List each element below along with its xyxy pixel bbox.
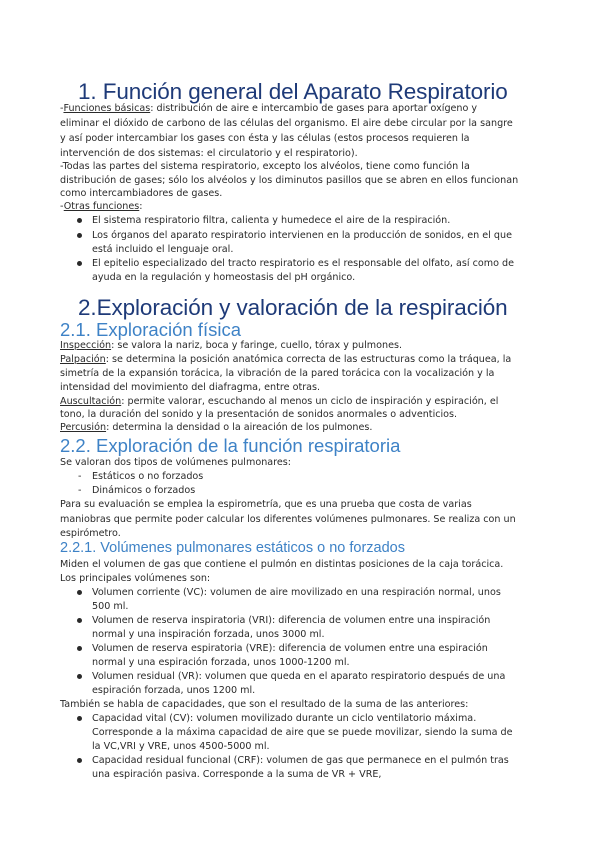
s221-bullet-1a: Volumen corriente (VC): volumen de aire movilizado en una respiración normal, unos — [92, 587, 501, 598]
dash-marker: - — [78, 471, 82, 482]
s221-cap-1a: Capacidad vital (CV): volumen movilizado durante un ciclo ventilatorio máxima. — [92, 713, 477, 724]
bullet-dot — [77, 646, 82, 651]
s21-line-4: intensidad del movimiento del diafragma, entre otras. — [60, 382, 321, 393]
s21-line-6: tono, la duración del sonido y la presentación de sonidos anormales o adventicios. — [60, 409, 458, 420]
section-2-title: 2.Exploración y valoración de la respiración — [78, 295, 508, 320]
s1-line-8: -Otras funciones: — [60, 201, 143, 212]
s221-bullet-4a: Volumen residual (VR): volumen que queda en el aparato respiratorio después de una — [92, 671, 506, 682]
s221-bullet-1b: 500 ml. — [92, 601, 129, 612]
s21-line-5: Auscultación: permite valorar, escuchando al menos un ciclo de inspiración y espiración, el — [60, 396, 499, 407]
s21-line-7: Percusión: determina la densidad o la aireación de los pulmones. — [60, 422, 373, 433]
s21-line-3: simetría de la expansión torácica, la vibración de la pared torácica con la vocalización y la — [60, 368, 495, 379]
s1-line-3: y así poder intercambiar los gases con ésta y las células (estos procesos requieren la — [60, 133, 470, 144]
s1-line-1: -Funciones básicas: distribución de aire e intercambio de gases para aportar oxígeno y — [60, 103, 478, 114]
s221-cap-2a: Capacidad residual funcional (CRF): volumen de gas que permanece en el pulmón tras — [92, 755, 509, 766]
s22-dash-1: Estáticos o no forzados — [92, 471, 204, 482]
s1-bullet-3a: El epitelio especializado del tracto respiratorio es el responsable del olfato, así como de — [92, 258, 514, 269]
s221-bullet-3a: Volumen de reserva espiratoria (VRE): diferencia de volumen entre una espiración — [92, 643, 488, 654]
s221-cap-2b: una espiración pasiva. Corresponde a la suma de VR + VRE, — [92, 769, 382, 780]
s22-para-3: espirómetro. — [60, 528, 121, 539]
s221-bullet-3b: normal y una espiración forzada, unos 1000-1200 ml. — [92, 657, 350, 668]
s22-dash-2: Dinámicos o forzados — [92, 485, 196, 496]
subsection-2-2-1-title: 2.2.1. Volúmenes pulmonares estáticos o no forzados — [60, 540, 405, 556]
bullet-dot — [77, 218, 82, 223]
s1-line-6: distribución de gases; sólo los alvéolos y los diminutos pasillos que se abren en ellos funcionan — [60, 175, 519, 186]
bullet-dot — [77, 674, 82, 679]
bullet-dot — [77, 261, 82, 266]
s221-intro-2: Los principales volúmenes son: — [60, 573, 211, 584]
s221-intro-1: Miden el volumen de gas que contiene el pulmón en distintas posiciones de la caja torácica. — [60, 559, 504, 570]
s221-bullet-2a: Volumen de reserva inspiratoria (VRI): diferencia de volumen entre una inspiración — [92, 615, 491, 626]
bullet-dot — [77, 716, 82, 721]
s21-line-2: Palpación: se determina la posición anatómica correcta de las estructuras como la tráquea, la — [60, 354, 512, 365]
s21-line-1: Inspección: se valora la nariz, boca y faringe, cuello, tórax y pulmones. — [60, 340, 403, 351]
dash-marker: - — [78, 485, 82, 496]
s22-intro: Se valoran dos tipos de volúmenes pulmonares: — [60, 457, 292, 468]
s221-cap-1c: la VC,VRI y VRE, unos 4500-5000 ml. — [92, 741, 270, 752]
bullet-dot — [77, 618, 82, 623]
s1-line-4: intervención de dos sistemas: el circulatorio y el respiratorio). — [60, 148, 358, 159]
bullet-dot — [77, 758, 82, 763]
s22-para-1: Para su evaluación se emplea la espirometría, que es una prueba que costa de varias — [60, 499, 472, 510]
s221-cap-intro: También se habla de capacidades, que son el resultado de la suma de las anteriores: — [60, 699, 469, 710]
subsection-2-2-title: 2.2. Exploración de la función respiratoria — [60, 435, 401, 456]
s221-cap-1b: Corresponde a la máxima capacidad de aire que se puede movilizar, siendo la suma de — [92, 727, 513, 738]
s1-line-2: eliminar el dióxido de carbono de las células del organismo. El aire debe circular por la sangre — [60, 118, 513, 129]
s221-bullet-2b: normal y una inspiración forzada, unos 3000 ml. — [92, 629, 325, 640]
s1-line-7: como intercambiadores de gases. — [60, 188, 223, 199]
bullet-dot — [77, 590, 82, 595]
bullet-dot — [77, 233, 82, 238]
s1-bullet-1: El sistema respiratorio filtra, calienta y humedece el aire de la respiración. — [92, 215, 451, 226]
s1-bullet-3b: ayuda en la regulación y homeostasis del pH orgánico. — [92, 272, 356, 283]
s1-bullet-2a: Los órganos del aparato respiratorio intervienen en la producción de sonidos, en el que — [92, 230, 512, 241]
s1-bullet-2b: está incluido el lenguaje oral. — [92, 244, 234, 255]
s22-para-2: maniobras que permite poder calcular los diferentes volúmenes pulmonares. Se realiza con un — [60, 514, 516, 525]
s1-line-5: -Todas las partes del sistema respiratorio, excepto los alvéolos, tiene como función la — [60, 161, 470, 172]
section-1-title: 1. Función general del Aparato Respiratorio — [78, 79, 508, 104]
s221-bullet-4b: espiración forzada, unos 1200 ml. — [92, 685, 256, 696]
subsection-2-1-title: 2.1. Exploración física — [60, 319, 241, 340]
